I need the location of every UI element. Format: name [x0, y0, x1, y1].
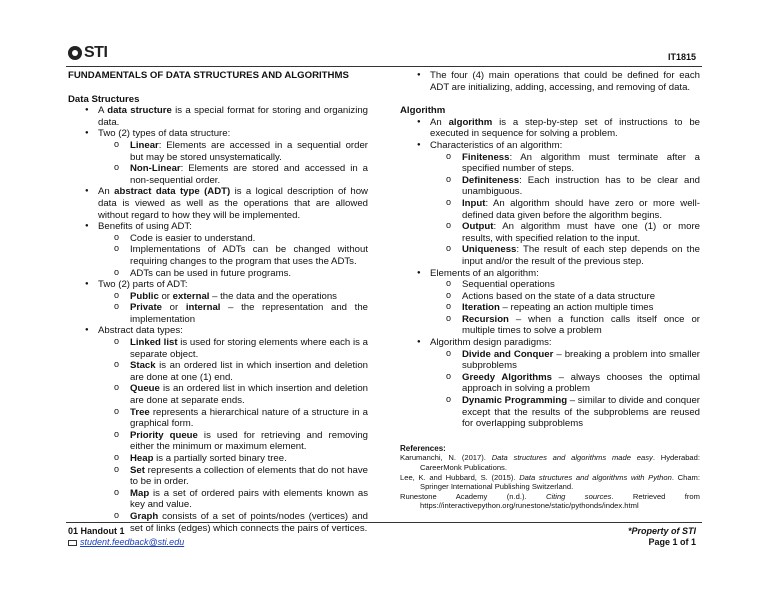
logo-text: STI: [84, 44, 108, 61]
item-text: : Each instruction has to be clear and unambiguous.: [462, 174, 700, 198]
item-text: is an ordered list in which insertion and deletion are done at separate ends.: [130, 383, 368, 407]
reference-text: Runestone Academy (n.d.).: [400, 491, 546, 501]
reference-text: Karumanchi, N. (2017).: [400, 453, 492, 463]
sti-logo: [68, 44, 107, 62]
references-title: References:: [400, 443, 446, 453]
list-item: [68, 221, 368, 279]
item-text: Abstract data types:: [98, 325, 183, 337]
sub-list-item: [400, 152, 700, 175]
item-text: : The result of each step depends on the input and/or the result of the previous step.: [462, 244, 700, 267]
sub-list-item: [68, 244, 368, 267]
item-text: or: [158, 290, 173, 302]
sub-list-item: [68, 488, 368, 511]
sub-list: [68, 233, 368, 279]
reference-title: Citing sources: [545, 491, 612, 501]
item-text: is a logical description of how data is viewed as well as the operations that are allowed without regard to how they will be implemented.: [98, 186, 368, 221]
reference-title: Data structures and algorithms with Python: [519, 472, 672, 482]
reference-text: Lee, K. and Hubbard, S. (2015).: [400, 472, 520, 482]
sub-list-item: [68, 337, 368, 360]
footer-right: [628, 526, 696, 548]
list-item: [68, 186, 368, 221]
sub-list-item: [68, 268, 368, 280]
page-number: Page 1 of 1: [648, 537, 696, 547]
reference-text: . Hyderabad: CareerMonk Publications.: [420, 453, 700, 472]
item-text: Code is easier to understand.: [130, 232, 256, 244]
bold-term: Private: [130, 302, 162, 314]
item-text: A: [98, 105, 108, 117]
item-text: An: [98, 186, 115, 198]
item-text: is a partially sorted binary tree.: [153, 453, 287, 464]
sub-list-item: [400, 175, 700, 198]
sub-list-item: [400, 244, 700, 267]
item-text: Characteristics of an algorithm:: [430, 139, 563, 151]
bold-term: Queue: [130, 383, 160, 395]
item-text: is a step-by-step set of instructions to be executed in sequence for solving a problem.: [430, 116, 700, 140]
references: [400, 444, 700, 511]
sub-list-item: [400, 349, 700, 372]
reference-entry: [400, 473, 700, 492]
item-text: consists of a set of points/nodes (vertices) and set of links (edges) which connects the pairs of vertices.: [130, 510, 368, 534]
sub-list: [68, 140, 368, 186]
operations-list: [400, 70, 700, 93]
bold-term: Public: [130, 290, 159, 302]
reference-list: [400, 453, 700, 511]
reference-entry: [400, 492, 700, 511]
header-divider: [66, 66, 702, 67]
bold-term: Output: [462, 221, 494, 233]
item-text: – the representation and the implementation: [130, 302, 368, 325]
item-text: : An algorithm must terminate after a specified number of steps.: [462, 151, 700, 175]
item-text: Benefits of using ADT:: [98, 221, 192, 233]
bold-term: Stack: [130, 360, 156, 372]
sub-list-item: [68, 302, 368, 325]
list-item: ● The four (4) main operations that could be defined for each ADT are initializing, adding, accessing, and removing of data.: [400, 70, 700, 93]
item-text: Algorithm design paradigms:: [430, 337, 552, 349]
list-item: [68, 279, 368, 325]
bold-term: Tree: [130, 406, 150, 418]
document-title: FUNDAMENTALS OF DATA STRUCTURES AND ALGORITHMS: [68, 70, 349, 81]
list-item: [400, 140, 700, 268]
bold-term: Non-Linear: [130, 163, 181, 175]
bold-term: Recursion: [462, 313, 509, 325]
bold-term: data structure: [107, 105, 172, 117]
item-text: : Elements are stored and accessed in a non-sequential order.: [130, 163, 368, 186]
item-text: ADTs can be used in future programs.: [130, 267, 292, 279]
item-text: – the data and the operations: [209, 290, 337, 302]
bold-term: Linear: [130, 139, 159, 151]
bold-term: Finiteness: [462, 151, 510, 163]
right-column: [400, 70, 700, 511]
bold-term: Definiteness: [462, 174, 520, 186]
bold-term: Divide and Conquer: [462, 348, 554, 360]
sub-list-item: [68, 407, 368, 430]
item-text: : Elements are accessed in a sequential order but may be stored unsystematically.: [130, 139, 368, 163]
bold-term: Graph: [130, 510, 159, 522]
sub-list-item: [68, 430, 368, 453]
item-text: – repeating an action multiple times: [499, 302, 654, 314]
reference-text: . Retrieved from https://interactivepython.org/runestone/static/pythonds/index.html: [420, 491, 700, 511]
mail-icon: [68, 540, 77, 546]
sub-list-item: [68, 453, 368, 465]
bold-term: Uniqueness: [462, 244, 517, 256]
sub-list-item: [400, 279, 700, 291]
property-label: *Property of STI: [627, 526, 696, 536]
item-text: – similar to divide and conquer except that the results of the subproblems are reused for overlapping subproblems: [462, 395, 700, 430]
list-item: [68, 105, 368, 128]
feedback-email-link[interactable]: student.feedback@sti.edu: [80, 537, 185, 547]
sub-list-item: [400, 395, 700, 430]
bold-term: Heap: [130, 453, 154, 464]
footer-left: [68, 526, 184, 548]
item-text: Sequential operations: [462, 279, 555, 291]
item-text: – when a function calls itself once or multiple times to solve a problem: [462, 313, 700, 337]
left-column: [68, 70, 368, 534]
item-text: Elements of an algorithm:: [430, 267, 539, 279]
item-text: : An algorithm must have one (1) or more results, with specified relation to the input.: [462, 221, 700, 244]
list-item: [68, 325, 368, 534]
bold-term: external: [172, 290, 210, 302]
sub-list-item: [400, 221, 700, 244]
item-text: – always chooses the optimal approach in solving a problem: [462, 371, 700, 395]
list-item: [400, 268, 700, 338]
bold-term: Dynamic Programming: [462, 395, 568, 407]
bold-term: internal: [185, 302, 221, 314]
sub-list-item: [68, 233, 368, 245]
sub-list-item: [400, 198, 700, 221]
bold-term: Map: [130, 487, 150, 499]
item-text: – breaking a problem into smaller subproblems: [462, 348, 700, 372]
data-structures-list: [68, 105, 368, 534]
item-text: is a set of ordered pairs with elements known as key and value.: [130, 487, 368, 511]
list-item: [400, 337, 700, 430]
document-code: IT1815: [667, 52, 696, 62]
item-text: Actions based on the state of a data structure: [462, 290, 656, 302]
reference-entry: [400, 453, 700, 472]
sub-list-item: [68, 383, 368, 406]
item-text: is an ordered list in which insertion and deletion are done at one (1) end.: [130, 360, 368, 383]
feedback-email: [68, 537, 184, 548]
sub-list-item: [68, 163, 368, 186]
section-title-algorithm: Algorithm: [400, 105, 446, 117]
list-item: [400, 117, 700, 140]
item-text: is used for retrieving and removing either the minimum or maximum element.: [130, 429, 368, 453]
sub-list-item: [68, 360, 368, 383]
handout-label: 01 Handout 1: [68, 526, 125, 536]
sub-list: [68, 337, 368, 534]
item-text: Implementations of ADTs can be changed without requiring changes to the program that uses the ADTs.: [130, 244, 368, 267]
sti-logo-icon: [68, 46, 82, 60]
reference-text: . Cham: Springer International Publishing Switzerland.: [420, 472, 700, 492]
reference-title: Data structures and algorithms made easy: [491, 453, 653, 463]
item-text: is used for storing elements where each is a separate object.: [130, 337, 368, 360]
sub-list-item: [68, 140, 368, 163]
bold-term: Priority queue: [130, 429, 198, 441]
item-text: : An algorithm should have zero or more well-defined data given before the algorithm begins.: [462, 197, 700, 221]
bold-term: Iteration: [462, 302, 500, 314]
sub-list: [400, 152, 700, 268]
item-text: represents a hierarchical nature of a structure in a graphical form.: [130, 406, 368, 430]
sub-list-item: [68, 465, 368, 488]
sub-list: [400, 349, 700, 430]
bold-term: Greedy Algorithms: [462, 371, 553, 383]
sub-list-item: [400, 291, 700, 303]
bold-term: Set: [130, 464, 145, 476]
footer-divider: [66, 522, 702, 523]
algorithm-list: [400, 117, 700, 430]
bold-term: Input: [462, 197, 486, 209]
section-title-data-structures: Data Structures: [68, 93, 140, 105]
sub-list: [400, 279, 700, 337]
item-text: Two (2) parts of ADT:: [98, 279, 188, 291]
sub-list-item: [68, 291, 368, 303]
bold-term: algorithm: [448, 116, 493, 128]
item-text: or: [162, 302, 186, 314]
item-text: Two (2) types of data structure:: [98, 128, 231, 140]
sub-list-item: [400, 302, 700, 314]
bold-term: abstract data type (ADT): [114, 186, 231, 198]
bold-term: Linked list: [130, 337, 178, 349]
item-text: represents a collection of elements that do not have to be in order.: [130, 464, 368, 488]
sub-list-item: [400, 372, 700, 395]
item-text: is a special format for storing and organizing data.: [98, 105, 368, 128]
list-item: [68, 128, 368, 186]
sub-list: [68, 291, 368, 326]
sub-list-item: [400, 314, 700, 337]
item-text: An: [430, 116, 449, 128]
